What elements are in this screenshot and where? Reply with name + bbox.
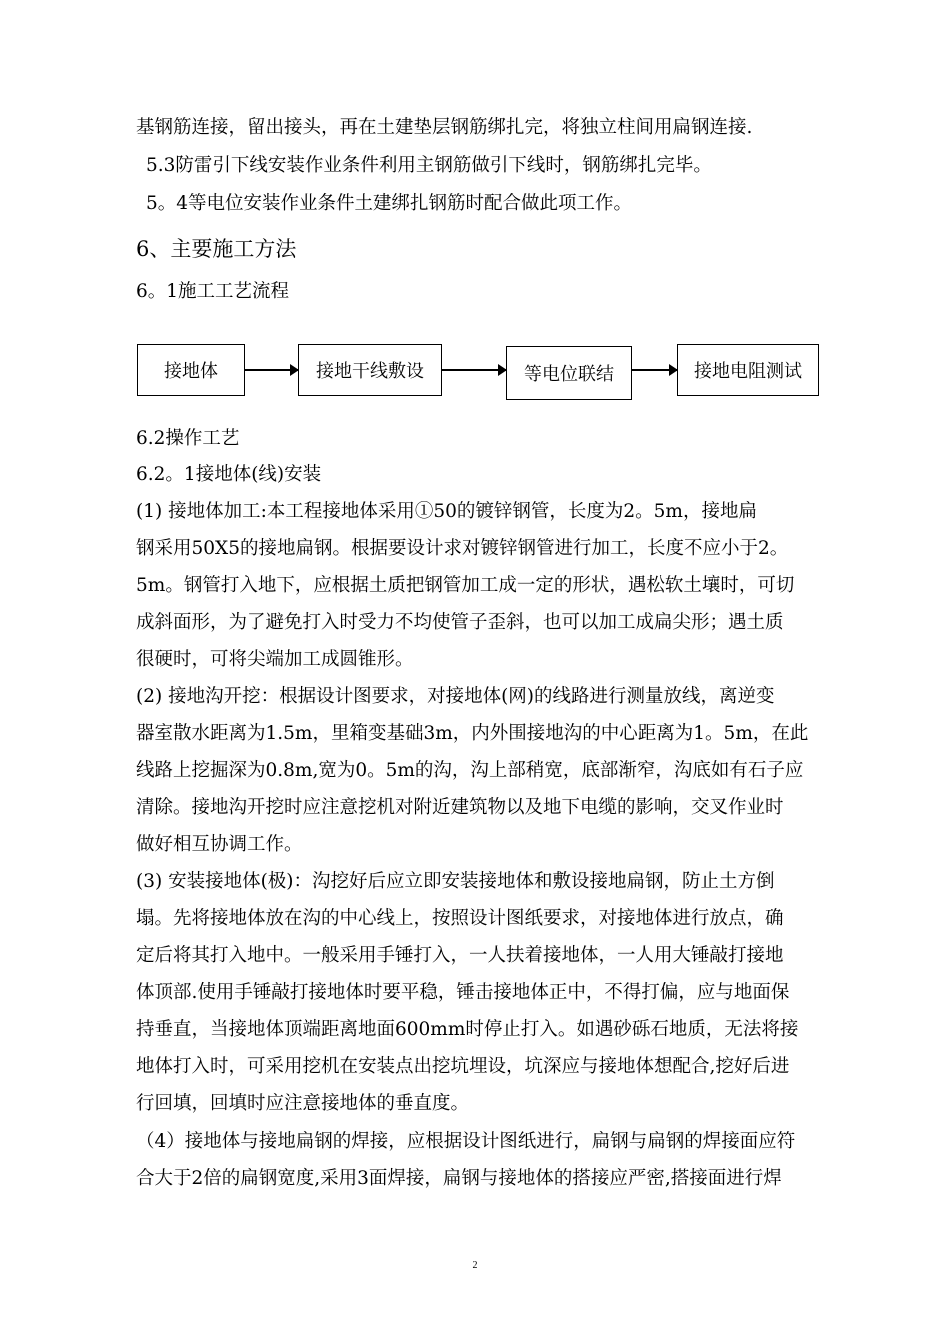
paragraph-line: 清除。接地沟开挖时应注意挖机对附近建筑物以及地下电缆的影响，交叉作业时 [136, 797, 784, 818]
paragraph-line: (3) 安装接地体(极)：沟挖好后应立即安装接地体和敷设接地扁钢，防止土方倒 [136, 871, 775, 892]
paragraph-line: 体顶部.使用手锤敲打接地体时要平稳，锤击接地体正中，不得打偏，应与地面保 [136, 982, 790, 1003]
page-number: 2 [472, 1260, 478, 1271]
flow-step-grounding-body: 接地体 [137, 344, 245, 396]
paragraph-line: 地体打入时，可采用挖机在安装点出挖坑埋设，坑深应与接地体想配合,挖好后进 [136, 1056, 790, 1077]
paragraph-line: 定后将其打入地中。一般采用手锤打入，一人扶着接地体，一人用大锤敲打接地 [136, 945, 784, 966]
paragraph-line: 持垂直，当接地体顶端距离地面600mm时停止打入。如遇砂砾石地质，无法将接 [136, 1019, 799, 1040]
paragraph-line: 钢采用50X5的接地扁钢。根据要设计求对镀锌钢管进行加工，长度不应小于2。 [136, 538, 789, 559]
paragraph-line: (1) 接地体加工:本工程接地体采用①50的镀锌钢管，长度为2。5m，接地扁 [136, 501, 757, 522]
paragraph-line: 合大于2倍的扁钢宽度,采用3面焊接，扁钢与接地体的搭接应严密,搭接面进行焊 [136, 1168, 782, 1189]
flow-step-resistance-test: 接地电阻测试 [677, 344, 819, 396]
subsection-heading: 6.2。1接地体(线)安装 [136, 464, 322, 485]
paragraph-line: （4）接地体与接地扁钢的焊接，应根据设计图纸进行，扁钢与扁钢的焊接面应符 [136, 1131, 796, 1152]
paragraph-line: 5。4等电位安装作业条件土建绑扎钢筋时配合做此项工作。 [146, 193, 633, 214]
paragraph-line: 行回填，回填时应注意接地体的垂直度。 [136, 1093, 470, 1114]
flow-step-equipotential-bonding: 等电位联结 [506, 346, 632, 400]
paragraph-line: 基钢筋连接，留出接头，再在土建垫层钢筋绑扎完，将独立柱间用扁钢连接. [136, 117, 753, 138]
flow-arrow [442, 369, 506, 371]
paragraph-line: 器室散水距离为1.5m，里箱变基础3m，内外围接地沟的中心距离为1。5m，在此 [136, 723, 809, 744]
subsection-heading: 6.2操作工艺 [136, 428, 240, 449]
flow-arrow [632, 369, 677, 371]
paragraph-line: 成斜面形，为了避免打入时受力不均使管子歪斜，也可以加工成扁尖形；遇土质 [136, 612, 784, 633]
paragraph-line: 5.3防雷引下线安装作业条件利用主钢筋做引下线时，钢筋绑扎完毕。 [146, 155, 712, 176]
subsection-heading: 6。1施工工艺流程 [136, 281, 290, 302]
paragraph-line: 线路上挖掘深为0.8m,宽为0。5m的沟，沟上部稍宽，底部渐窄，沟底如有石子应 [136, 760, 804, 781]
section-heading: 6、主要施工方法 [136, 237, 297, 261]
flow-step-main-line-laying: 接地干线敷设 [298, 344, 442, 396]
flow-arrow [245, 369, 298, 371]
paragraph-line: 做好相互协调工作。 [136, 834, 303, 855]
paragraph-line: 很硬时，可将尖端加工成圆锥形。 [136, 649, 414, 670]
paragraph-line: 5m。钢管打入地下，应根据土质把钢管加工成一定的形状，遇松软土壤时，可切 [136, 575, 795, 596]
paragraph-line: (2) 接地沟开挖：根据设计图要求，对接地体(网)的线路进行测量放线，离逆变 [136, 686, 775, 707]
paragraph-line: 塌。先将接地体放在沟的中心线上，按照设计图纸要求，对接地体进行放点，确 [136, 908, 784, 929]
